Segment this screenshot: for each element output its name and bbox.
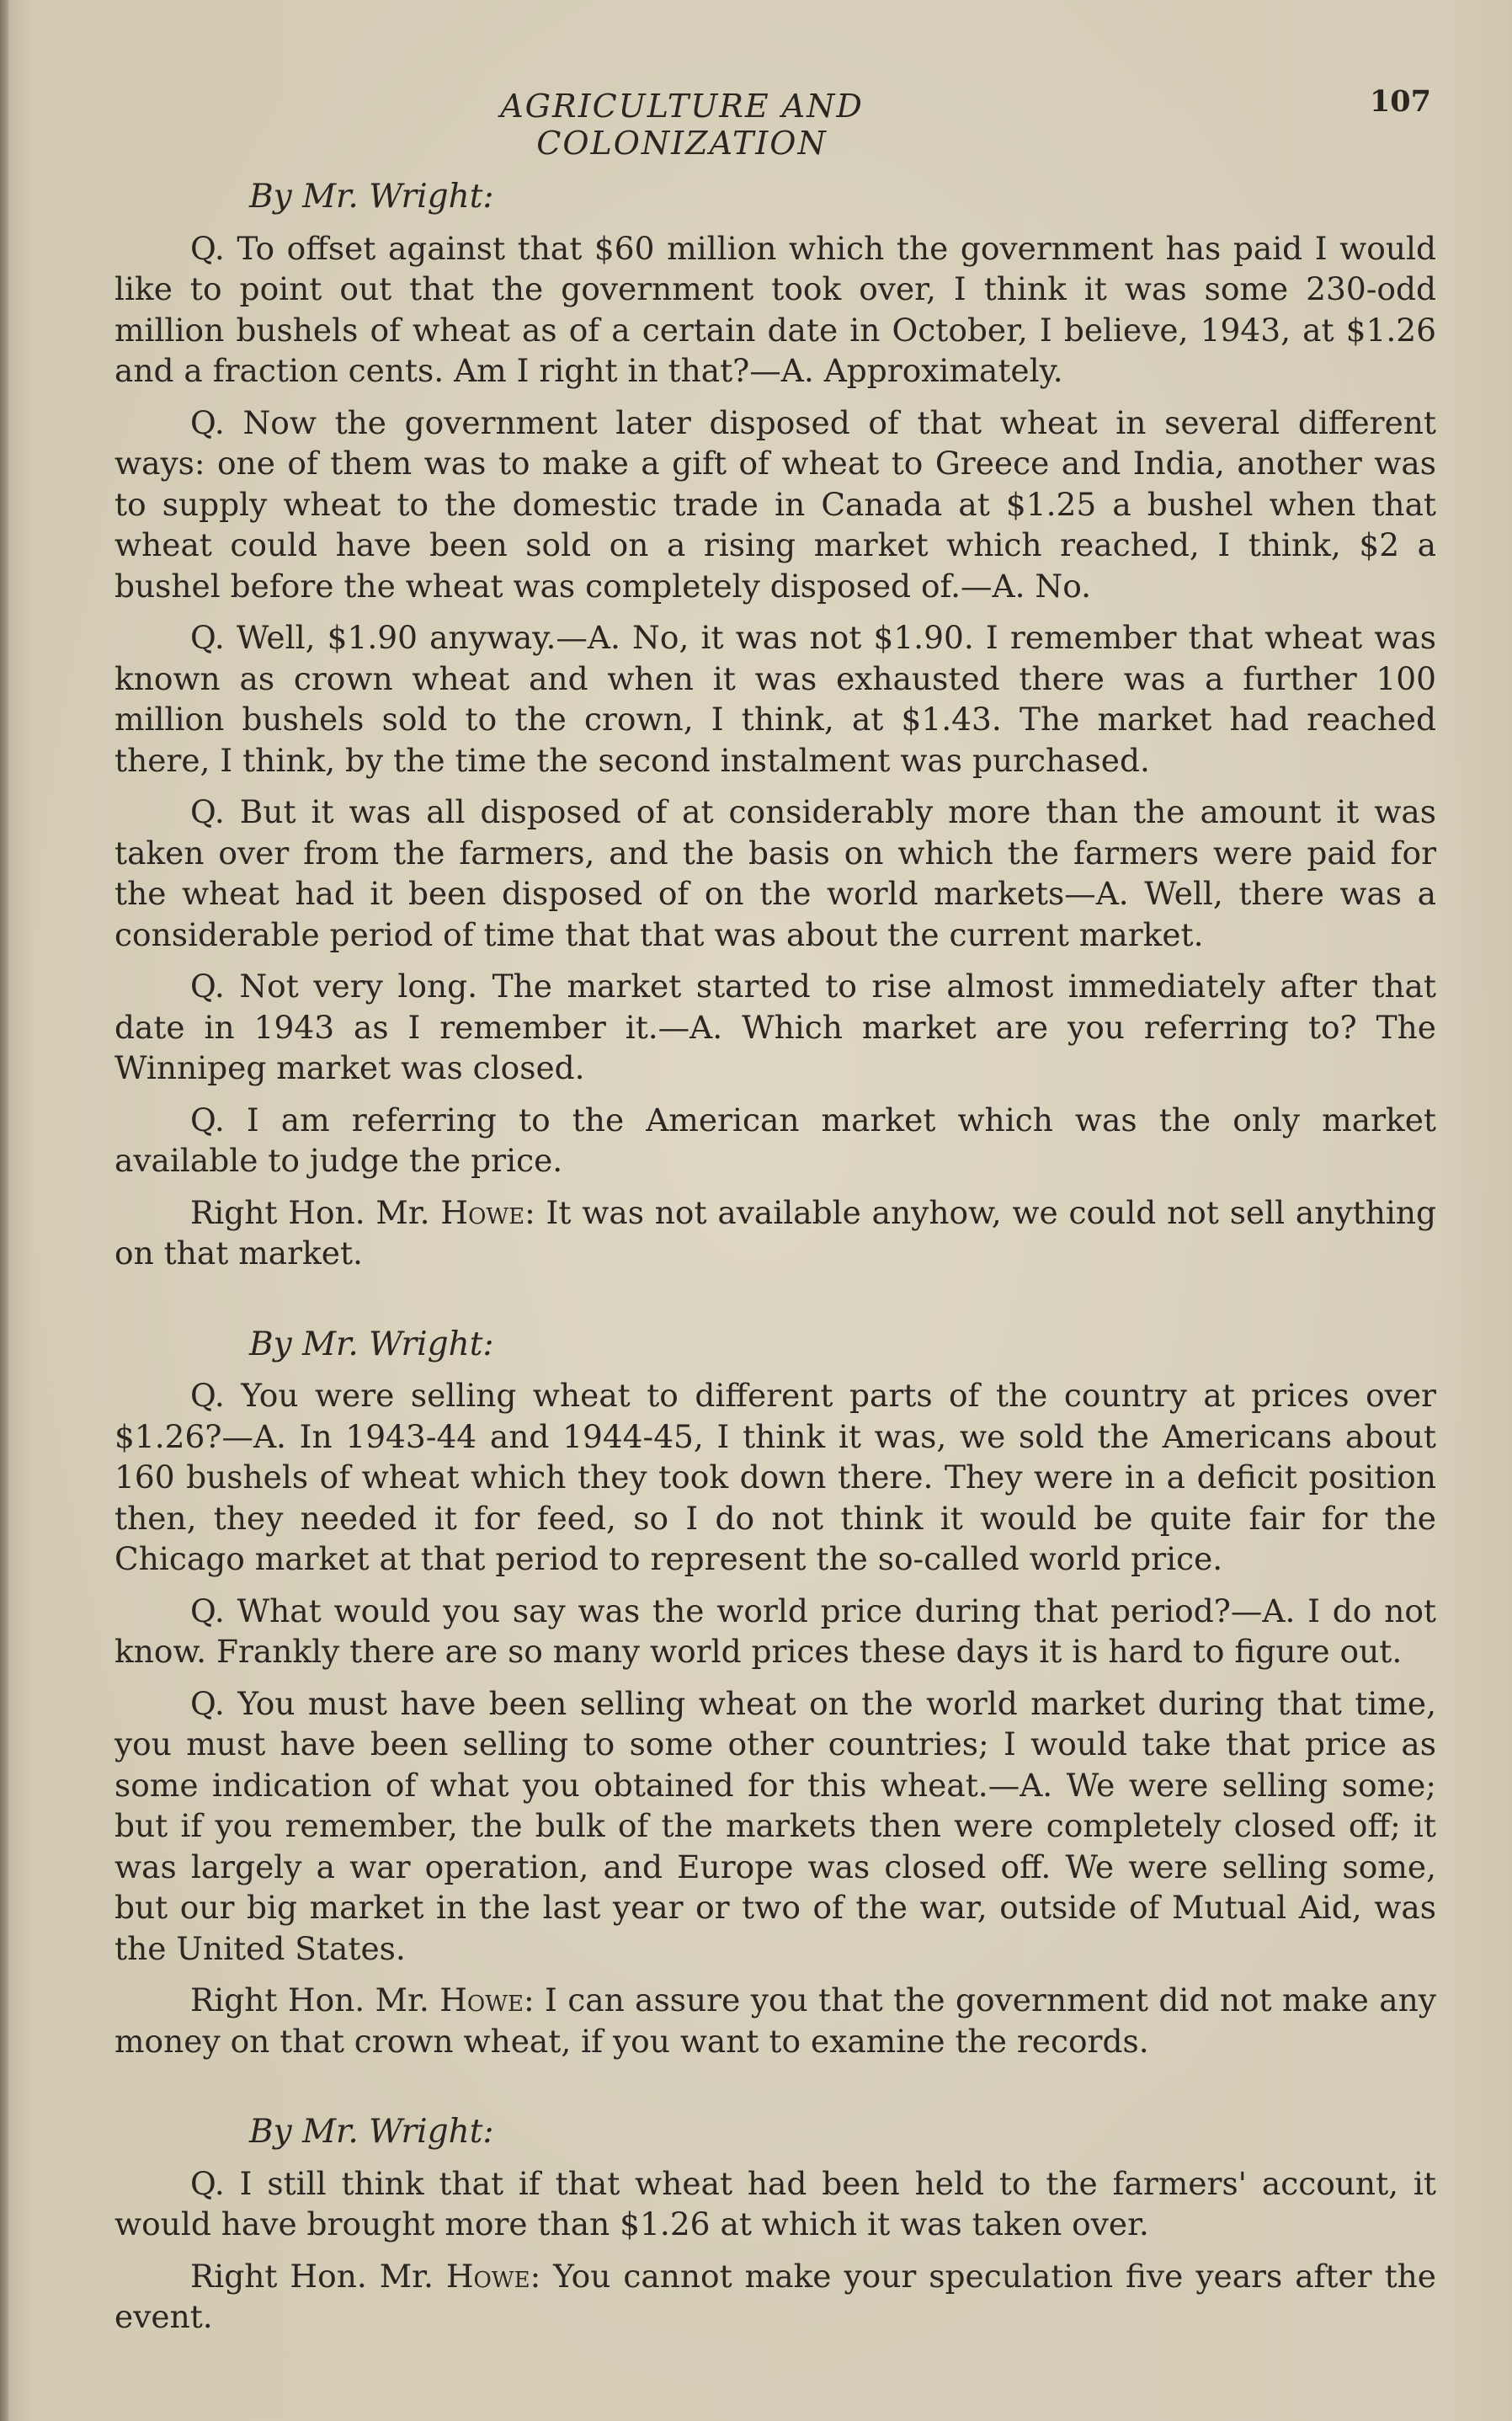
question-paragraph: Q. I am referring to the American market which was the only market available to judge the price. (114, 1101, 1436, 1179)
speaker-prefix: Right Hon. Mr. (190, 1193, 441, 1231)
question-paragraph: Q. Now the government later disposed of that wheat in several different ways: one of them was to make a gift of wheat to Greece and India, another was to supply wheat to the domestic trade in Canada at $1.25 a bushel when that wheat could have been sold on a rising market which reached, I think, $2 a bushel before the wheat was completely disposed of.—A. No. (114, 403, 1436, 605)
speaker-prefix: Right Hon. Mr. (190, 2257, 446, 2295)
page-number: 107 (1369, 84, 1431, 119)
question-paragraph: Q. You were selling wheat to different parts of the country at prices over $1.26?—A. In 1943-44 and 1944-45, I think it was, we sold the Americans about 160 bushels of wheat which they took down there. They were in a deficit position then, they needed it for feed, so I do not think it would be quite fair for the Chicago market at that period to represent the so-called world price. (114, 1377, 1436, 1577)
speaker-paragraph (114, 2256, 1436, 2338)
speaker-prefix: Right Hon. Mr. (190, 1981, 440, 2018)
speaker-name: Howe (445, 2257, 530, 2295)
question-paragraph: Q. What would you say was the world price during that period?—A. I do not know. Frankly there are so many world prices these days it is hard to figure out. (114, 1592, 1436, 1670)
question-paragraph: Q. You must have been selling wheat on the world market during that time, you must have been selling to some other countries; I would take that price as some indication of what you obtained for this wheat.—A. We were selling some; but if you remember, the bulk of the markets then were completely closed off; it was largely a war operation, and Europe was closed off. We were selling some, but our big market in the last year or two of the war, outside of Mutual Aid, was the United States. (114, 1684, 1436, 1967)
speaker-paragraph (114, 1192, 1436, 1274)
speaker-paragraph (114, 1980, 1436, 2061)
questioner-heading: By Mr. Wright: (249, 1325, 494, 1363)
running-header (118, 81, 1431, 162)
questioner-heading: By Mr. Wright: (249, 178, 494, 216)
transcript-body (114, 165, 1436, 2349)
speaker-text: : I can assure you that the government did not make any money on that crown wheat, if you want to examine the records. (114, 1981, 1436, 2060)
question-paragraph: Q. To offset against that $60 million which the government has paid I would like to point out that the government took over, I think it was some 230-odd million bushels of wheat as of a certain date in October, I believe, 1943, at $1.26 and a fraction cents. Am I right in that?—A. Approximately. (114, 229, 1436, 389)
questioner-heading: By Mr. Wright: (249, 2113, 494, 2151)
speaker-name: Howe (439, 1981, 524, 2018)
question-paragraph: Q. I still think that if that wheat had been held to the farmers' account, it would have brought more than $1.26 at which it was taken over. (114, 2164, 1436, 2242)
question-paragraph: Q. Not very long. The market started to rise almost immediately after that date in 1943 as I remember it.—A. Which market are you referring to? The Winnipeg market was closed. (114, 968, 1436, 1086)
speaker-text: : You cannot make your speculation five years after the event. (114, 2257, 1436, 2335)
running-title: AGRICULTURE AND COLONIZATION (500, 88, 864, 162)
speaker-text: : It was not available anyhow, we could not sell anything on that market. (114, 1193, 1436, 1272)
question-paragraph: Q. But it was all disposed of at considerably more than the amount it was taken over from the farmers, and the basis on which the farmers were paid for the wheat had it been disposed of on the world markets—A. Well, there was a considerable period of time that that was about the current market. (114, 793, 1436, 953)
page-binding-edge (0, 0, 8, 2421)
speaker-name: Howe (440, 1193, 525, 1231)
question-paragraph: Q. Well, $1.90 anyway.—A. No, it was not $1.90. I remember that wheat was known as crown wheat and when it was exhausted there was a further 100 million bushels sold to the crown, I think, at $1.43. The market had reached there, I think, by the time the second instalment was purchased. (114, 619, 1436, 779)
